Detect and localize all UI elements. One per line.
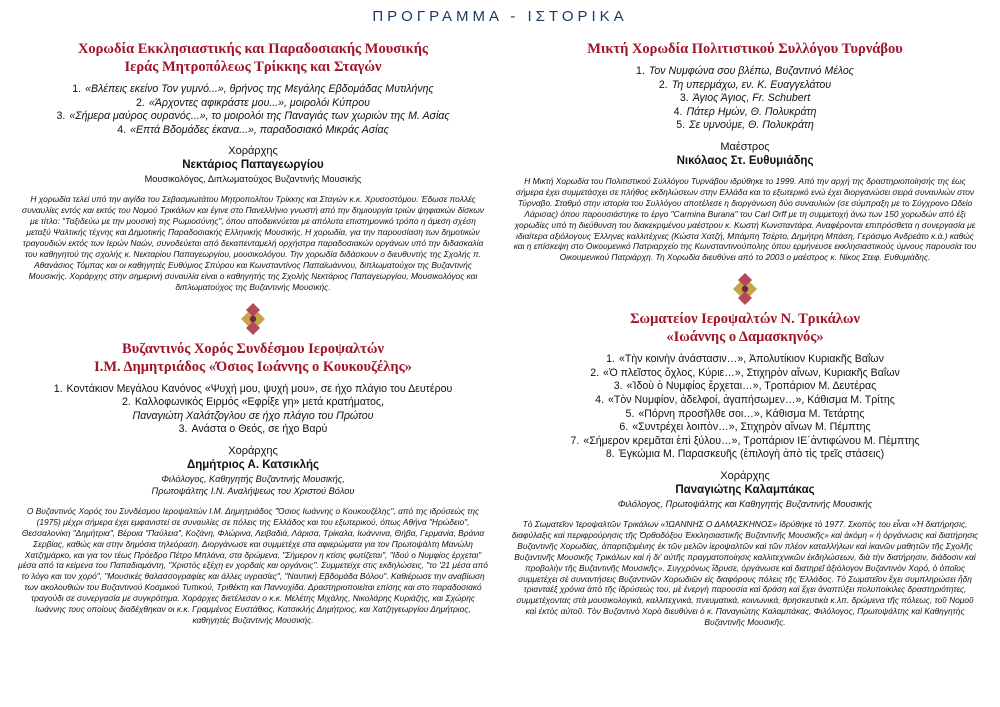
program-item-number: 1.	[606, 353, 615, 366]
program-item-number: 1.	[636, 65, 645, 77]
byzantine-ornament-icon	[238, 302, 268, 336]
director-role: Χοράρχης	[228, 145, 278, 158]
program-item-number: 2.	[658, 78, 668, 91]
program-list	[18, 83, 488, 137]
program-item-number: 3.	[613, 380, 623, 393]
section-title-line: Ιεράς Μητροπόλεως Τρίκκης και Σταγών	[124, 59, 382, 75]
section-title	[18, 340, 488, 376]
program-item	[510, 421, 980, 435]
program-item	[510, 79, 980, 93]
program-item-number: 6.	[619, 421, 629, 434]
byzantine-ornament-icon	[730, 272, 760, 306]
program-item-number: 1.	[72, 83, 82, 95]
director-role: Μαέστρος	[720, 140, 770, 153]
program-item-number: 4.	[595, 394, 605, 406]
director-name: Νικόλαος Στ. Ευθυμιάδης	[676, 154, 814, 167]
program-item-text: Σε υμνούμε, Θ. Πολυκράτη	[689, 119, 814, 132]
program-item-number: 2.	[122, 396, 131, 409]
program-item-text: Πάτερ Ημών, Θ. Πολυκράτη	[686, 105, 817, 118]
program-item	[510, 448, 980, 462]
program-item	[18, 110, 488, 124]
program-item	[510, 380, 980, 394]
credential-line: Φιλόλογος, Πρωτοψάλτης και Καθηγητής Βυζαντινής Μουσικής	[617, 498, 873, 509]
right-column	[510, 40, 980, 628]
section-title	[510, 40, 980, 58]
program-item-text: Άγιος Άγιος, Fr. Schubert	[692, 92, 811, 105]
section-trikki-choir	[18, 40, 488, 293]
program-item	[510, 394, 980, 408]
program-item-text: Κοντάκιον Μεγάλου Κανόνος «Ψυχή μου, ψυχή μου», σε ήχο πλάγιο του Δευτέρου	[66, 382, 453, 395]
program-list	[510, 353, 980, 462]
program-item-number: 3.	[679, 92, 689, 105]
program-item-text: Τον Νυμφώνα σου βλέπω, Βυζαντινό Μέλος	[648, 65, 854, 77]
program-item-text: «Ἰδοὺ ὁ Νυμφίος ἔρχεται…», Τροπάριον Μ. Δευτέρας	[626, 380, 877, 393]
program-item-text: «Επτά Βδομάδες έκανα...», παραδοσιακό Μικράς Ασίας	[130, 123, 389, 136]
program-list	[18, 383, 488, 437]
program-item-text: «Άρχοντες αφικράστε μου...», μοιρολόι Κύπρου	[148, 96, 370, 109]
program-item-number: 4.	[117, 123, 127, 136]
program-item	[510, 435, 980, 449]
director-role: Χοράρχης	[228, 444, 278, 457]
section-title-line: Μικτή Χορωδία Πολιτιστικού Συλλόγου Τυρνάβου	[587, 41, 903, 57]
program-item-text: Καλλοφωνικός Ειρμός «Εφρίξε γη» μετά κρατήματος,	[134, 396, 384, 409]
director-name: Δημήτριος Α. Κατσικλής	[186, 458, 320, 471]
program-list	[510, 65, 980, 133]
program-item-text: «Σήμερα μαύρος ουρανός...», το μοιρολόι της Παναγιάς των χωριών της Μ. Ασίας	[69, 110, 450, 123]
program-item	[18, 97, 488, 111]
program-item-text: Ἐγκώμια Μ. Παρασκευῆς (ἐπιλογὴ ἀπὸ τὶς τρεῖς στάσεις)	[618, 448, 885, 461]
program-item-text: Ανάστα ο Θεός, σε ήχο Βαρύ	[191, 423, 328, 436]
section-title	[510, 310, 980, 346]
section-title-line: Χορωδία Εκκλησιαστικής και Παραδοσιακής Μουσικής	[77, 41, 429, 57]
program-item-subtext: Παναγιώτη Χαλάτζογλου σε ήχο πλάγιο του Πρώτου	[132, 409, 374, 422]
section-title	[18, 40, 488, 76]
program-item-text: «Βλέπεις εκείνο Τον γυμνό...», θρήνος της Μεγάλης Εβδομάδας Μυτιλήνης	[85, 83, 434, 95]
section-bio: Η χορωδία τελεί υπό την αιγίδα του Σεβασμιωτάτου Μητροπολίτου Τρίκκης και Σταγών κ.κ. Χρυσοστόμου. Έδωσε πολλές συναυλίες εντός και εκτός του Νομού Τρικάλων και έγινε στο Πανελλήνιο γνωστή από την δημιουργία τριών ψηφιακών δίσκων με τίτλο: "Ταξιδεύω με την μουσική της Ρωμιοσύνης", όπου αποδεικνύεται με απόλυτα επιστημονικό τρόπο η άμεση σχέση μεταξύ Ψαλτικής τέχνης και Δημοτικής Παραδοσιακής Ελληνικής Μουσικής. Η χορωδία, για την παρουσίαση των δημοτικών τραγουδιών εκτός των Ιερών Ναών, συνοδεύεται από δεκαπενταμελή ορχήστρα παραδοσιακών οργάνων υπό την διδασκαλία του καθηγητού της σχολής κ. Νεκταρίου Παπαγεωργίου, μουσικολόγου. Την χορωδία διδάσκουν ο διευθυντής της Σχολής π. Αθανάσιος Τόμπας και οι καθηγητές Ευθύμιος Σπύρου και Κωνσταντίνος Παπαϊωάννου, διπλωματούχοι της Βυζαντινής Μουσικής. Χοράρχης στην σημερινή συναυλία είναι ο καθηγητής της Σχολής Νεκτάριος Παπαγεωργίου, Μουσικολόγος και διπλωματούχος της Βυζαντινής Μουσικής.	[22, 194, 484, 292]
director-name: Παναγιώτης Καλαμπάκας	[675, 483, 815, 496]
credential-line: Φιλόλογος, Καθηγητής Βυζαντινής Μουσικής,	[161, 473, 345, 484]
program-item-number: 5.	[676, 119, 686, 132]
program-item	[510, 367, 980, 381]
program-item-text: Τη υπερμάχω, εν. Κ. Ευαγγελάτου	[671, 78, 832, 91]
program-item-number: 1.	[53, 382, 63, 395]
section-bio: Τὸ Σωματεῖον Ἱεροψαλτῶν Τρικάλων «ἸΩΑΝΝΗΣ Ο ΔΑΜΑΣΚΗΝΟΣ» ἱδρύθηκε τὸ 1977. Σκοπὸς του εἶναι «Ἡ διατήρησις, διαφύλαξις καὶ περιφρούρησις τῆς Ὀρθοδόξου Ἐκκλησιαστικῆς Βυζαντινῆς Μουσικῆς» καὶ ἀκόμη « ἡ ὀργάνωσις καὶ διατήρησις Βυζαντινῆς Χορωδίας, ἀπαρτιζομένης ἐκ τῶν μελῶν ἱεροψαλτῶν καὶ τῶν πλέον καταλλήλων καὶ ἱκανῶν μαθητῶν τῆς Σχολῆς Βυζαντινῆς Μουσικῆς Τρικάλων καὶ ἡ δι' αὐτῆς πραγματοποίησις καλλιτεχνικῶν ἐκδηλώσεων, διὰ τὴν διατήρησιν, διάδοσιν καὶ προβολὴν τῆς Βυζαντινῆς Μουσικῆς». Συγχρόνως ἵδρυσε, ὀργάνωσε καὶ διατηρεῖ ἀξιόλογον Βυζαντινὸν Χορό, ὁ ὁποῖος συμμετέχει σὲ συναντήσεις Βυζαντινῶν Χορωδιῶν εἰς διαφόρους πόλεις τῆς Ἑλλάδος. Τὸ Σωματεῖον ἔχει συμπληρώσει ἤδη τριανταέξ χρόνια ἀπὸ τῆς ἱδρύσεώς του, μὲ ἐνεργὴ παρουσία καὶ δράση καὶ ἔχει ἀναπτύξει πολυποίκιλες δραστηριότητες, συμμετέχοντας στὰ μουσικολογικά, καλλιτεχνικά, πνευματικά, κοινωνικά, θρησκευτικὰ κ.λπ. δρώμενα τῆς πόλεως, τοῦ Νομοῦ καὶ ἐκτὸς αὐτοῦ. Τὸν Βυζαντινὸ Χορὸ διευθύνει ὁ κ. Παναγιώτης Καλαμπάκας, Φιλόλογος, Πρωτοψάλτης καὶ Καθηγητὴς Βυζαντινῆς Μουσικῆς.	[511, 518, 979, 628]
program-item-number: 5.	[625, 407, 635, 420]
program-item	[510, 65, 980, 79]
program-item-text: «Τὴν κοινὴν ἀνάστασιν…», Ἀπολυτίκιον Κυριακῆς Βαΐων	[618, 353, 884, 366]
program-item-number: 4.	[673, 105, 683, 118]
program-item	[510, 119, 980, 133]
program-item-number: 3.	[178, 423, 188, 436]
section-dimitriados-choir	[18, 340, 488, 626]
page-header-title: ΠΡΟΓΡΑΜΜΑ - ΙΣΤΟΡΙΚΑ	[372, 8, 628, 25]
section-tyrnavos-choir	[510, 40, 980, 263]
program-item-text: «Ὁ πλεῖστος ὄχλος, Κύριε…», Στιχηρὸν αἴνων, Κυριακῆς Βαΐων	[603, 366, 900, 379]
program-item	[18, 83, 488, 97]
program-item	[510, 92, 980, 106]
program-item-text: «Πόρνη προσῆλθε σοι…», Κάθισμα Μ. Τετάρτης	[638, 407, 865, 420]
program-item-number: 3.	[56, 110, 66, 123]
section-title-line: Σωματείον Ιεροψαλτών Ν. Τρικάλων	[630, 311, 860, 328]
director-role: Χοράρχης	[720, 469, 770, 482]
program-item	[510, 353, 980, 367]
director-name: Νεκτάριος Παπαγεωργίου	[182, 159, 324, 172]
section-trikala-chanters	[510, 310, 980, 628]
section-title-line: Ι.Μ. Δημητριάδος «Όσιος Ιωάννης ο Κουκουζέλης»	[94, 358, 412, 375]
program-item	[18, 383, 488, 397]
section-bio: Η Μικτή Χορωδία του Πολιτιστικού Συλλόγου Τυρνάβου ιδρύθηκε το 1999. Από την αρχή της δραστηριοποίησής της έως σήμερα έχει συμμετάσχει σε πλήθος εκδηλώσεων στην Ελλάδα και το εξωτερικό ενώ έχει διοργανώσει σειρά συναυλιών στον Τύρναβο. Σταθμό στην ιστορία του Συλλόγου αποτέλεσε η διοργάνωση δύο συναυλιών (σε σύμπραξη με το Σύγχρονο Ωδείο Λάρισας) όπου παρουσιάστηκε το έργο "Carmina Burana" του Carl Orff με τη συμμετοχή άνω των 150 χορωδών από έξι χορωδίες υπό τη διεύθυνση του διακεκριμένου μαέστρου κ. Κωστή Κωνσταντάρα. Αναφέρονται επιπρόσθετα η συνεργασία με ιδιαίτερα αξιόλογους Έλληνες καλλιτέχνες (Κώστα Χατζή, Μπάμπη Τσέρτο, Δημήτρη Μπάση, Γεράσιμο Ανδρεάτο κ.ά.) καθώς και η επίσκεψη στο Οικουμενικό Πατριαρχείο της Κωνσταντινούπολης όπου ερμήνευσε εκκλησιαστικούς ύμνους παρουσία του Οικουμενικού Πατριάρχη. Τη Χορωδία διευθύνει από το 2003 ο μαέστρος κ. Νίκος Στεφ. Ευθυμιάδης.	[513, 175, 977, 263]
program-item	[510, 408, 980, 422]
section-bio: Ο Βυζαντινός Χορός του Συνδέσμου Ιεροψαλτών Ι.Μ. Δημητριάδος "Όσιος Ιωάννης ο Κουκουζέλης", από της ιδρύσεώς της (1975) μέχρι σήμερα έχει εμφανιστεί σε συναυλίες σε πόλεις της Ελλάδος και του εξωτερικού, όπως Αθήνα "Ηρώδειο", Θεσσαλονίκη "Δημήτρια", Βέροια "Παύλεια", Κοζάνη, Φλώρινα, Λειβαδιά, Λάρισα, Τρίκαλα, Ιωάννινα, Θήβα, Γερμανία, Βράνια Σερβίας, καθώς και στην δημόσια τηλεόραση. Διοργάνωσε και συμμετέχε στα αφιερώματα για τον Πρωτοψάλτη Μανώλη Χατζημάρκο, και για τον τέως Πρόεδρο Πέτρο Μπλάνα, στα δρώμενα, "Σήμερον η κτίσις φωτίζεται", "Ιδού ο Νυμφίος έρχεται" μέσα από τα κείμενα του Παπαδιαμάντη, "Χριστός εξέχη εν χορδαίς και οργάνοις". Συμμετείχε στις εκδηλώσεις, "το '21 μέσα από το λόγο και τον χορό", "Μουσικές θαλασσογραφίες και άλλες υγρασίες", "Ναυτική Εβδομάδα Βόλου". Καθιέρωσε την αναβίωση των ακολουθιών του Βυζαντινού Κοσμικού Τυπικού, Τριθέκτη και Παννυχίδα. Δραστηριοποιείται επίσης και στο παραδοσιακό τραγούδι σε συνεργασία με συγκρότημα. Χοράρχες διετέλεσαν ο κ.κ. Μελέτης Μιχάλης, Νικολάρης Κυριάζης, και Σχώρης Ιωάννης τους οποίους διαδέχθηκαν οι κ.κ. Γραμμένος Ευστάθιος, Κατσικλής Δημήτριος, και Χατζηγεωργίου Δημήτριος, καθηγητές Βυζαντινής Μουσικής.	[18, 505, 488, 625]
director-credentials: Μουσικολόγος, Διπλωματούχος Βυζαντινής Μουσικής	[144, 174, 362, 185]
program-item-text: «Σήμερον κρεμᾶται ἐπὶ ξύλου…», Τροπάριον ΙΕ΄ἀντιφώνου Μ. Πέμπτης	[583, 434, 920, 447]
program-item	[18, 423, 488, 437]
credential-line: Πρωτοψάλτης Ι.Ν. Αναλήψεως του Χριστού Βόλου	[151, 485, 355, 496]
program-item-text: «Τὸν Νυμφίον, ἀδελφοί, ἀγαπήσωμεν…», Κάθισμα Μ. Τρίτης	[608, 394, 895, 406]
program-item	[510, 106, 980, 120]
section-title-line: «Ιωάννης ο Δαμασκηνός»	[666, 329, 824, 346]
program-item-number: 8.	[605, 448, 615, 461]
program-item-number: 2.	[590, 366, 600, 379]
director-credentials	[18, 473, 488, 497]
program-item	[18, 124, 488, 138]
program-item-number: 2.	[136, 96, 145, 109]
program-item-number: 7.	[570, 434, 580, 447]
director-credentials	[510, 498, 980, 510]
program-item-text: «Συντρέχει λοιπὸν…», Στιχηρὸν αἴνων Μ. Πέμπτης	[632, 421, 871, 434]
left-column	[18, 40, 488, 626]
program-item	[18, 396, 488, 423]
section-title-line: Βυζαντινός Χορός Συνδέσμου Ιεροψαλτών	[122, 340, 384, 357]
